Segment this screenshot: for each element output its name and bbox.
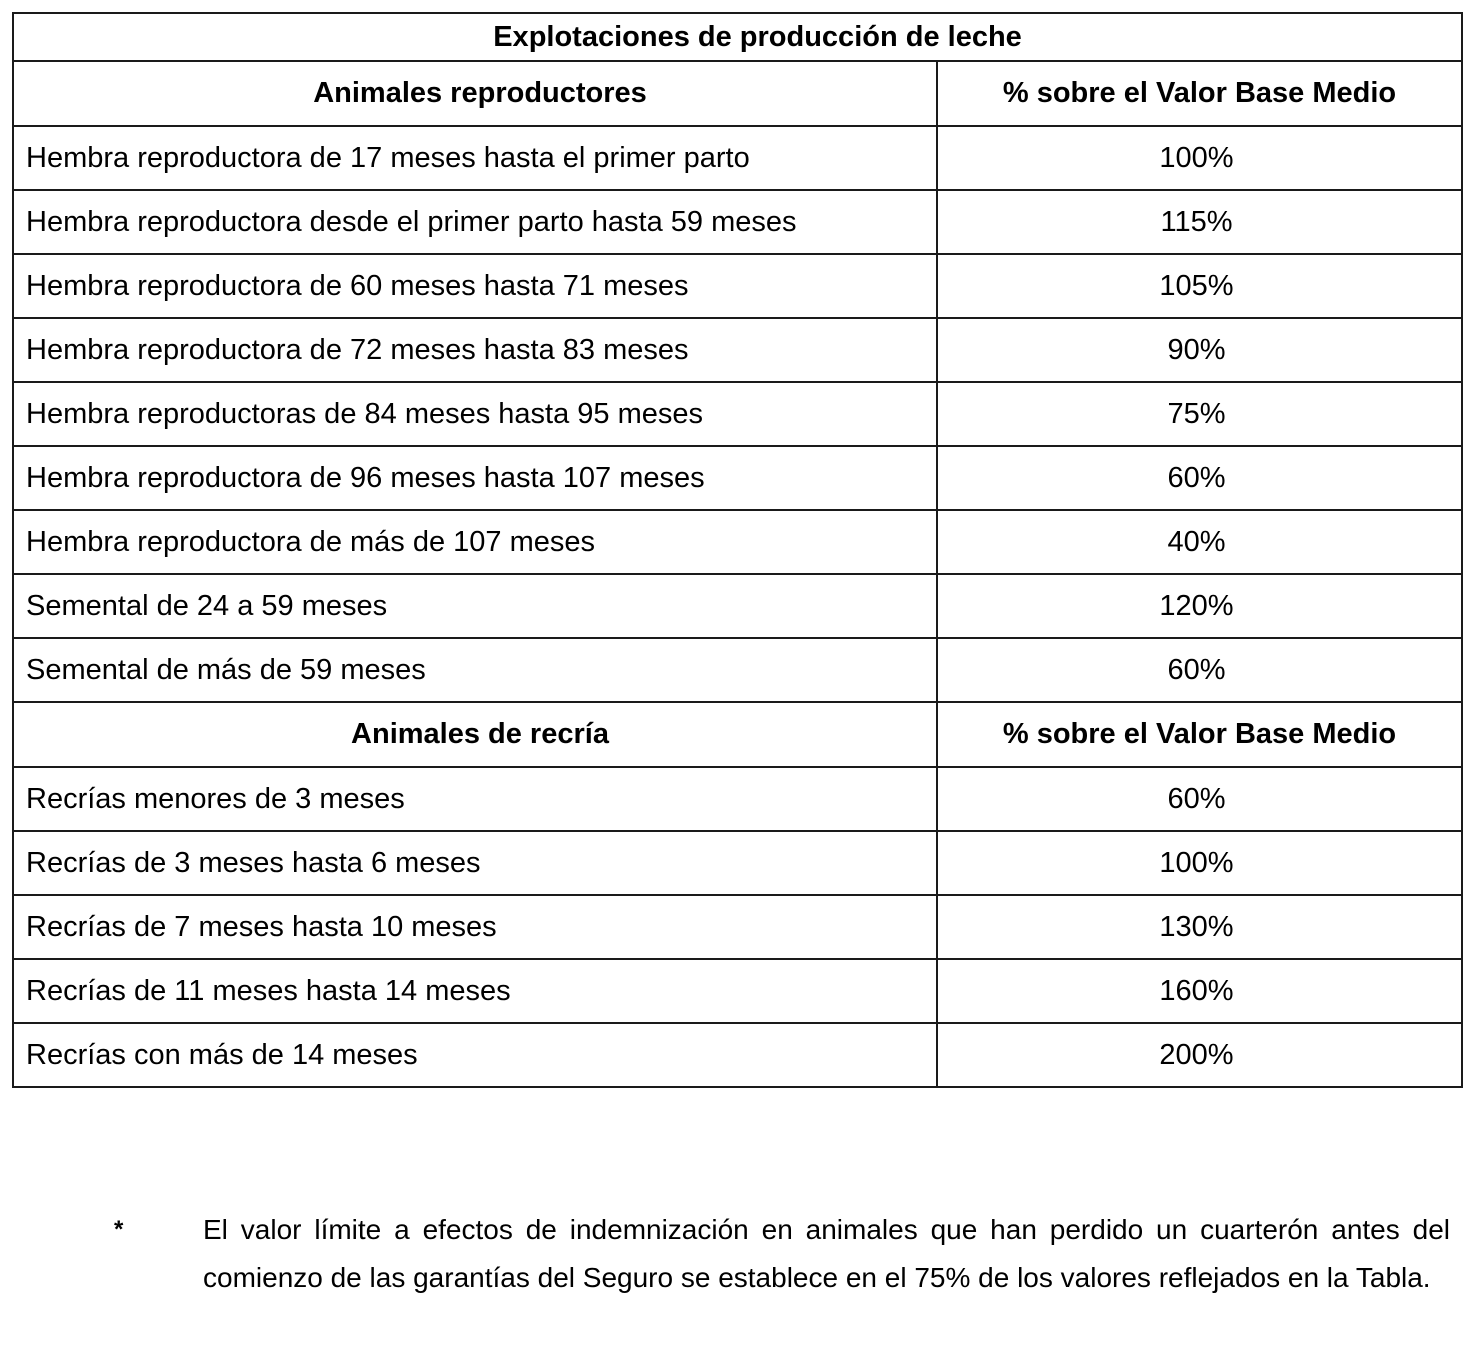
row-label: Semental de 24 a 59 meses bbox=[13, 574, 937, 638]
row-value: 40% bbox=[937, 510, 1462, 574]
footnote-marker: * bbox=[114, 1216, 124, 1243]
row-value: 105% bbox=[937, 254, 1462, 318]
table-row bbox=[13, 318, 1462, 382]
section-header-value: % sobre el Valor Base Medio bbox=[937, 702, 1462, 767]
row-label: Hembra reproductora desde el primer parto hasta 59 meses bbox=[13, 190, 937, 254]
row-value: 120% bbox=[937, 574, 1462, 638]
section-header-row bbox=[13, 61, 1462, 126]
section-header-label: Animales reproductores bbox=[13, 61, 937, 126]
row-value: 60% bbox=[937, 767, 1462, 831]
table-row bbox=[13, 382, 1462, 446]
section-header-row bbox=[13, 702, 1462, 767]
table-row bbox=[13, 895, 1462, 959]
footnote-text: El valor límite a efectos de indemnización en animales que han perdido un cuarterón antes del comienzo de las garantías del Seguro se establece en el 75% de los valores reflejados en la Tabla. bbox=[203, 1214, 1450, 1293]
table-row bbox=[13, 1023, 1462, 1087]
row-label: Hembra reproductora de 96 meses hasta 107 meses bbox=[13, 446, 937, 510]
table-row bbox=[13, 831, 1462, 895]
section-header-label: Animales de recría bbox=[13, 702, 937, 767]
row-value: 115% bbox=[937, 190, 1462, 254]
table-row bbox=[13, 254, 1462, 318]
row-value: 60% bbox=[937, 638, 1462, 702]
table-title: Explotaciones de producción de leche bbox=[13, 13, 1462, 61]
table-row bbox=[13, 446, 1462, 510]
row-label: Hembra reproductora de más de 107 meses bbox=[13, 510, 937, 574]
row-value: 160% bbox=[937, 959, 1462, 1023]
table-row bbox=[13, 510, 1462, 574]
row-label: Recrías menores de 3 meses bbox=[13, 767, 937, 831]
row-value: 130% bbox=[937, 895, 1462, 959]
row-label: Recrías de 3 meses hasta 6 meses bbox=[13, 831, 937, 895]
row-label: Recrías de 11 meses hasta 14 meses bbox=[13, 959, 937, 1023]
row-label: Recrías de 7 meses hasta 10 meses bbox=[13, 895, 937, 959]
table-row bbox=[13, 959, 1462, 1023]
table-row bbox=[13, 638, 1462, 702]
row-label: Recrías con más de 14 meses bbox=[13, 1023, 937, 1087]
table-title-row bbox=[13, 13, 1462, 61]
row-value: 100% bbox=[937, 126, 1462, 190]
section-header-value: % sobre el Valor Base Medio bbox=[937, 61, 1462, 126]
row-value: 200% bbox=[937, 1023, 1462, 1087]
valuation-table bbox=[12, 12, 1463, 1088]
table-row bbox=[13, 767, 1462, 831]
row-label: Semental de más de 59 meses bbox=[13, 638, 937, 702]
table-row bbox=[13, 190, 1462, 254]
row-label: Hembra reproductoras de 84 meses hasta 95 meses bbox=[13, 382, 937, 446]
row-value: 90% bbox=[937, 318, 1462, 382]
table-row bbox=[13, 574, 1462, 638]
row-value: 75% bbox=[937, 382, 1462, 446]
table-row bbox=[13, 126, 1462, 190]
row-label: Hembra reproductora de 60 meses hasta 71 meses bbox=[13, 254, 937, 318]
row-label: Hembra reproductora de 17 meses hasta el primer parto bbox=[13, 126, 937, 190]
row-value: 100% bbox=[937, 831, 1462, 895]
row-label: Hembra reproductora de 72 meses hasta 83 meses bbox=[13, 318, 937, 382]
row-value: 60% bbox=[937, 446, 1462, 510]
